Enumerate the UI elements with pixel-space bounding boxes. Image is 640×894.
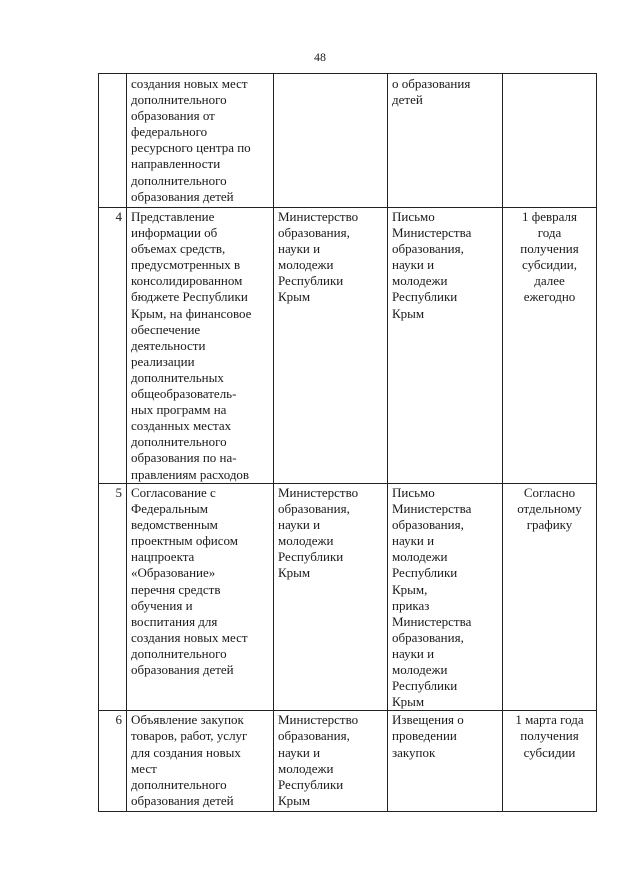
row-number-cell <box>99 74 127 208</box>
term-cell: 1 февраля года получения субсидии, далее ежегодно <box>503 208 597 484</box>
responsible-cell: Министерство образования, науки и молодежи Республики Крым <box>274 711 388 812</box>
responsible-cell: Министерство образования, науки и молодежи Республики Крым <box>274 208 388 484</box>
document-cell: о образования детей <box>388 74 503 208</box>
event-cell: Согласование с Федеральным ведомственным проектным офисом нацпроекта «Образование» перечня средств обучения и воспитания для создания новых мест дополнительного образования детей <box>127 484 274 711</box>
table-row <box>99 208 597 484</box>
table-row <box>99 711 597 812</box>
term-cell <box>503 74 597 208</box>
table-row <box>99 484 597 711</box>
term-cell: Согласно отдельному графику <box>503 484 597 711</box>
row-number-cell: 4 <box>99 208 127 484</box>
responsible-cell <box>274 74 388 208</box>
event-cell: Представление информации об объемах средств, предусмотренных в консолидированном бюджете Республики Крым, на финансовое обеспечение деятельности реализации дополнительных общеобразователь- ных программ на созданных местах дополнительного образования по на- правлениям расходов <box>127 208 274 484</box>
table-row <box>99 74 597 208</box>
term-cell: 1 марта года получения субсидии <box>503 711 597 812</box>
document-cell: Извещения о проведении закупок <box>388 711 503 812</box>
event-cell: Объявление закупок товаров, работ, услуг для создания новых мест дополнительного образования детей <box>127 711 274 812</box>
event-cell: создания новых мест дополнительного образования от федерального ресурсного центра по направленности дополнительного образования детей <box>127 74 274 208</box>
document-cell: Письмо Министерства образования, науки и молодежи Республики Крым, приказ Министерства образования, науки и молодежи Республики Крым <box>388 484 503 711</box>
responsible-cell: Министерство образования, науки и молодежи Республики Крым <box>274 484 388 711</box>
row-number-cell: 6 <box>99 711 127 812</box>
page-number: 48 <box>314 50 326 64</box>
document-cell: Письмо Министерства образования, науки и молодежи Республики Крым <box>388 208 503 484</box>
row-number-cell: 5 <box>99 484 127 711</box>
schedule-table <box>98 73 597 812</box>
